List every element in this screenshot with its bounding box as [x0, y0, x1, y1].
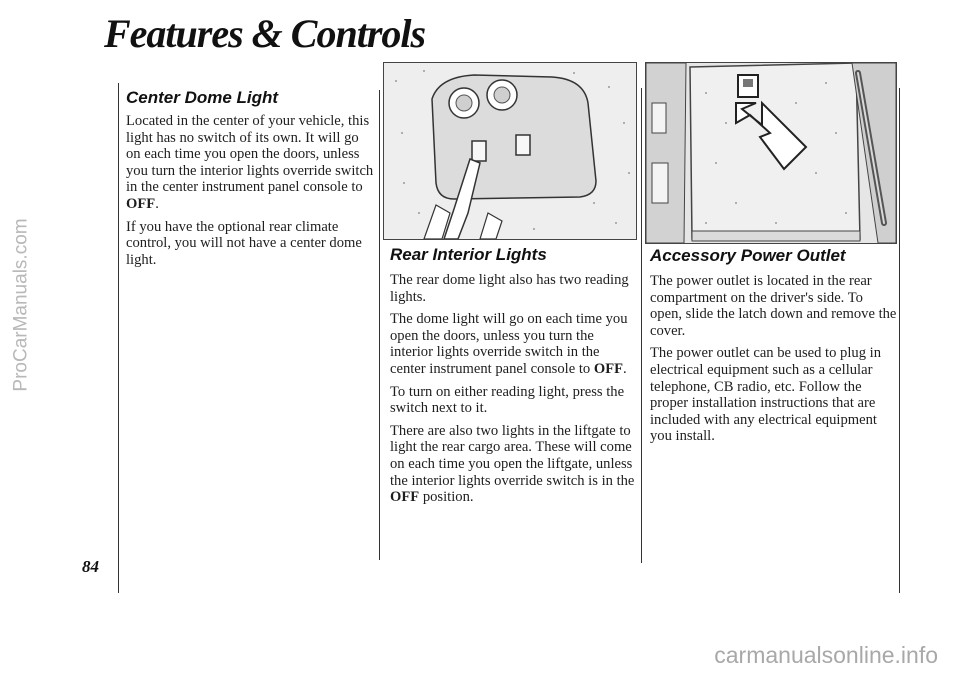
rear-interior-paragraph-1: The rear dome light also has two reading lights. [390, 272, 629, 305]
accessory-outlet-paragraph-1: The power outlet is located in the rear compartment on the driver's side. To open, slide the latch down and remove the cover. [650, 273, 897, 339]
off-emphasis: OFF [126, 195, 156, 212]
power-outlet-drawing [646, 63, 896, 243]
dome-light-drawing [384, 63, 636, 239]
accessory-outlet-paragraph-2: The power outlet can be used to plug in electrical equipment such as a cellular telephone, CB radio, etc. Follow the proper installation instructions that are included with any electrical equipment you install. [650, 345, 882, 445]
side-watermark-text: ProCarManuals.com [11, 218, 33, 392]
center-dome-light-heading: Center Dome Light [126, 88, 279, 107]
accessory-power-outlet-section [650, 246, 898, 445]
page-title: Features & Controls [104, 11, 426, 56]
center-dome-paragraph-1: Located in the center of your vehicle, this light has no switch of its own. It will go on each time you open the doors, unless you turn the interior lights override switch in the center instrument panel console to OFF. [126, 113, 374, 212]
rear-interior-paragraph-4: There are also two lights in the liftgate to light the rear cargo area. These will come on each time you open the liftgate, unless the interior lights override switch is in the OFF position. [390, 422, 635, 506]
rear-interior-paragraph-2: The dome light will go on each time you open the doors, unless you turn the interior lights override switch in the center instrument panel console to OFF. [390, 311, 628, 377]
right-margin-rule [899, 88, 900, 593]
rear-dome-light-illustration [383, 62, 637, 240]
center-dome-light-section [126, 88, 374, 268]
column-rule-1 [379, 90, 380, 560]
rear-interior-paragraph-3: To turn on either reading light, press the switch next to it. [390, 383, 625, 417]
rear-interior-lights-heading: Rear Interior Lights [390, 245, 547, 264]
off-emphasis: OFF [390, 489, 420, 506]
rear-interior-lights-section [390, 245, 638, 506]
bottom-watermark: carmanualsonline.info [714, 642, 938, 668]
power-outlet-illustration [645, 62, 897, 244]
column-rule-2 [641, 88, 642, 563]
off-emphasis: OFF [593, 360, 624, 377]
page-number: 84 [82, 557, 99, 576]
center-dome-paragraph-2: If you have the optional rear climate control, you will not have a center dome light. [126, 218, 362, 268]
accessory-power-outlet-heading: Accessory Power Outlet [650, 246, 846, 265]
left-margin-rule [118, 83, 119, 593]
side-watermark [8, 135, 36, 475]
